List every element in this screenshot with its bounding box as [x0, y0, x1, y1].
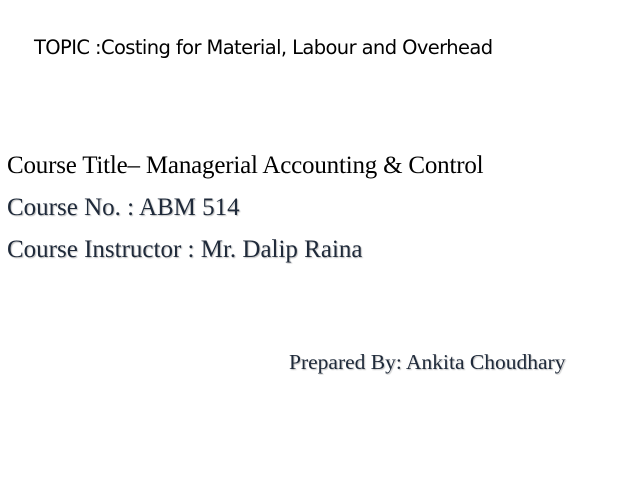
prepared-by: Prepared By: Ankita Choudhary	[289, 350, 566, 374]
topic-heading: TOPIC :Costing for Material, Labour and Overhead	[34, 36, 493, 59]
course-title: Course Title– Managerial Accounting & Control	[7, 152, 484, 179]
course-instructor: Course Instructor : Mr. Dalip Raina	[7, 236, 363, 263]
course-number: Course No. : ABM 514	[7, 194, 240, 221]
